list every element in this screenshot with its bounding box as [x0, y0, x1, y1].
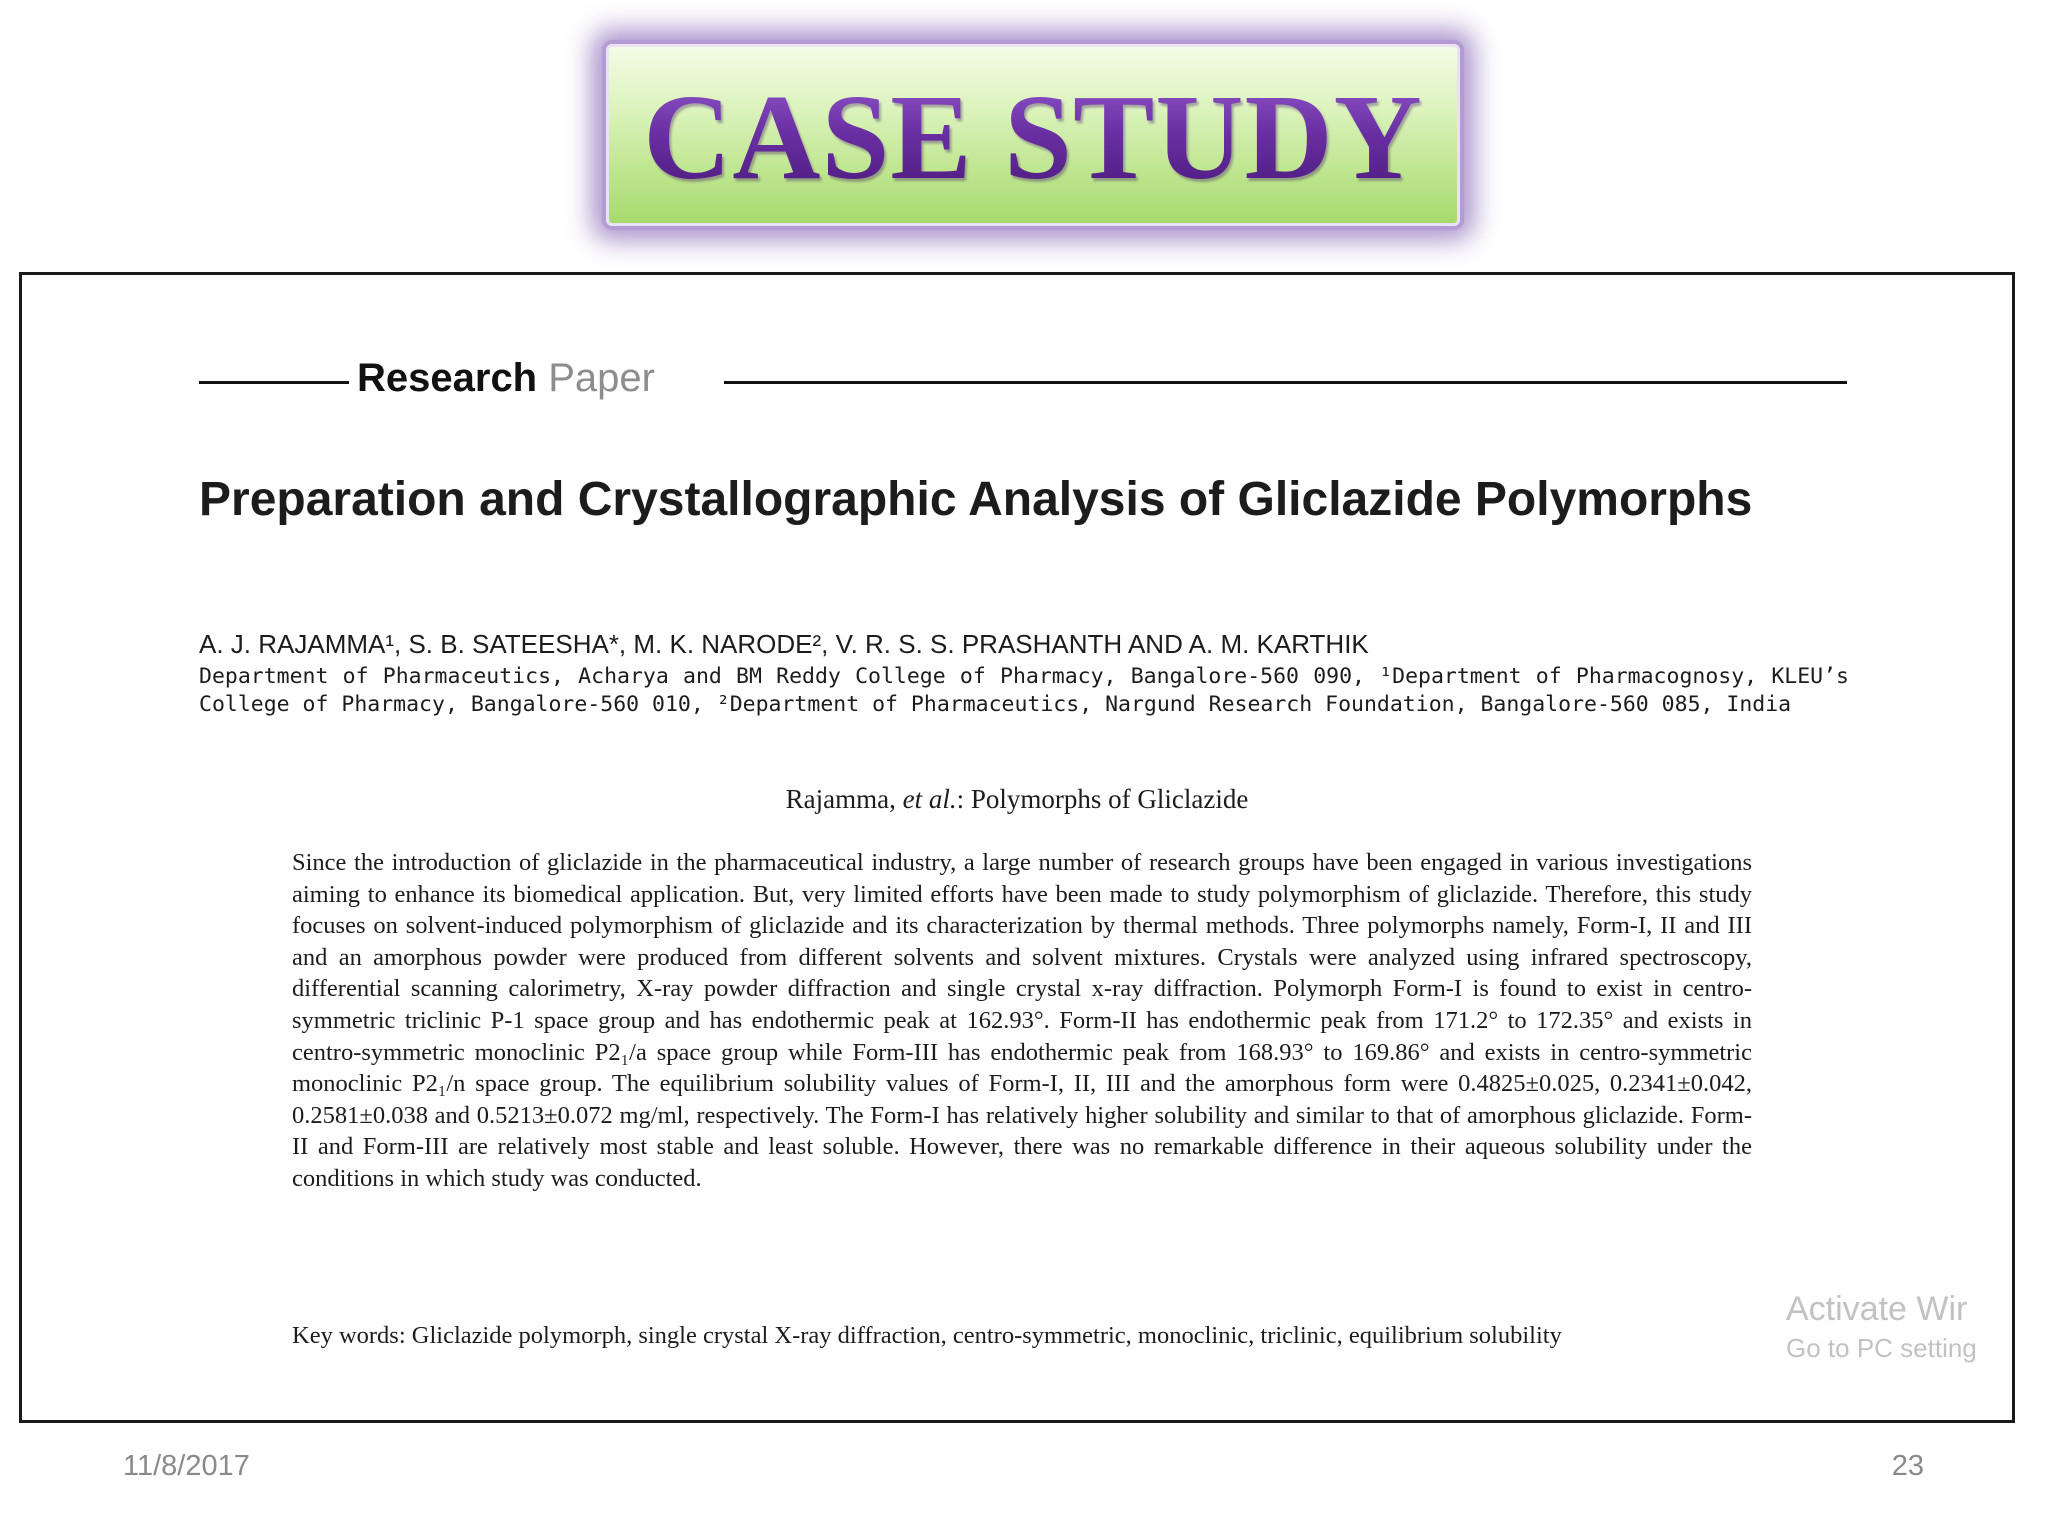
paper-title: Preparation and Crystallographic Analysis of Gliclazide Polymorphs [199, 473, 1753, 526]
running-head-author: Rajamma, [785, 784, 896, 814]
section-label-bold: Research [357, 356, 538, 400]
activation-watermark [1786, 1287, 2015, 1365]
paper-authors: A. J. RAJAMMA¹, S. B. SATEESHA*, M. K. NARODE², V. R. S. S. PRASHANTH AND A. M. KARTHIK [199, 629, 1369, 659]
slide-date: 11/8/2017 [123, 1450, 250, 1482]
section-header [199, 353, 1847, 403]
running-head [22, 781, 2012, 817]
paper-affiliations: Department of Pharmaceutics, Acharya and BM Reddy College of Pharmacy, Bangalore-560 090, ¹Department of Pharmacognosy, KLEU’s College of Pharmacy, Bangalore-560 010, ²Department of Pharmaceutics, Nargund Research Foundation, Bangalore-560 085, India [199, 664, 1849, 717]
section-label-light: Paper [548, 356, 655, 400]
watermark-line-1: Activate Wir [1786, 1290, 1968, 1328]
section-label [357, 353, 655, 403]
paper-screenshot [19, 272, 2015, 1423]
running-head-rest: : Polymorphs of Gliclazide [956, 784, 1249, 814]
case-study-banner [606, 44, 1460, 226]
running-head-etal: et al. [902, 784, 957, 814]
watermark-line-2: Go to PC setting [1786, 1333, 1977, 1363]
rule-left [199, 381, 349, 384]
rule-right [724, 381, 1847, 384]
paper-keywords: Key words: Gliclazide polymorph, single crystal X-ray diffraction, centro-symmetric, monoclinic, triclinic, equilibrium solubility [292, 1322, 1562, 1349]
slide-title: CASE STUDY [643, 70, 1423, 205]
paper-abstract: Since the introduction of gliclazide in the pharmaceutical industry, a large number of research groups have been engaged in various investigations aiming to enhance its biomedical application. But, very limited efforts have been made to study polymorphism of gliclazide. Therefore, this study focuses on solvent-induced polymorphism of gliclazide and its characterization by thermal methods. Three polymorphs namely, Form-I, II and III and an amorphous powder were produced from different solvents and solvent mixtures. Crystals were analyzed using infrared spectroscopy, differential scanning calorimetry, X-ray powder diffraction and single crystal x-ray diffraction. Polymorph Form-I is found to exist in centro-symmetric triclinic P-1 space group and has endothermic peak at 162.93°. Form-II has endothermic peak from 171.2° to 172.35° and exists in centro-symmetric monoclinic P2₁/a space group while Form-III has endothermic peak from 168.93° to 169.86° and exists in centro-symmetric monoclinic P2₁/n space group. The equilibrium solubility values of Form-I, II, III and the amorphous form were 0.4825±0.025, 0.2341±0.042, 0.2581±0.038 and 0.5213±0.072 mg/ml, respectively. The Form-I has relatively higher solubility and similar to that of amorphous gliclazide. Form-II and Form-III are relatively most stable and least soluble. However, there was no remarkable difference in their aqueous solubility under the conditions in which study was conducted. [292, 849, 1752, 1192]
slide-page-number: 23 [1891, 1450, 1924, 1482]
